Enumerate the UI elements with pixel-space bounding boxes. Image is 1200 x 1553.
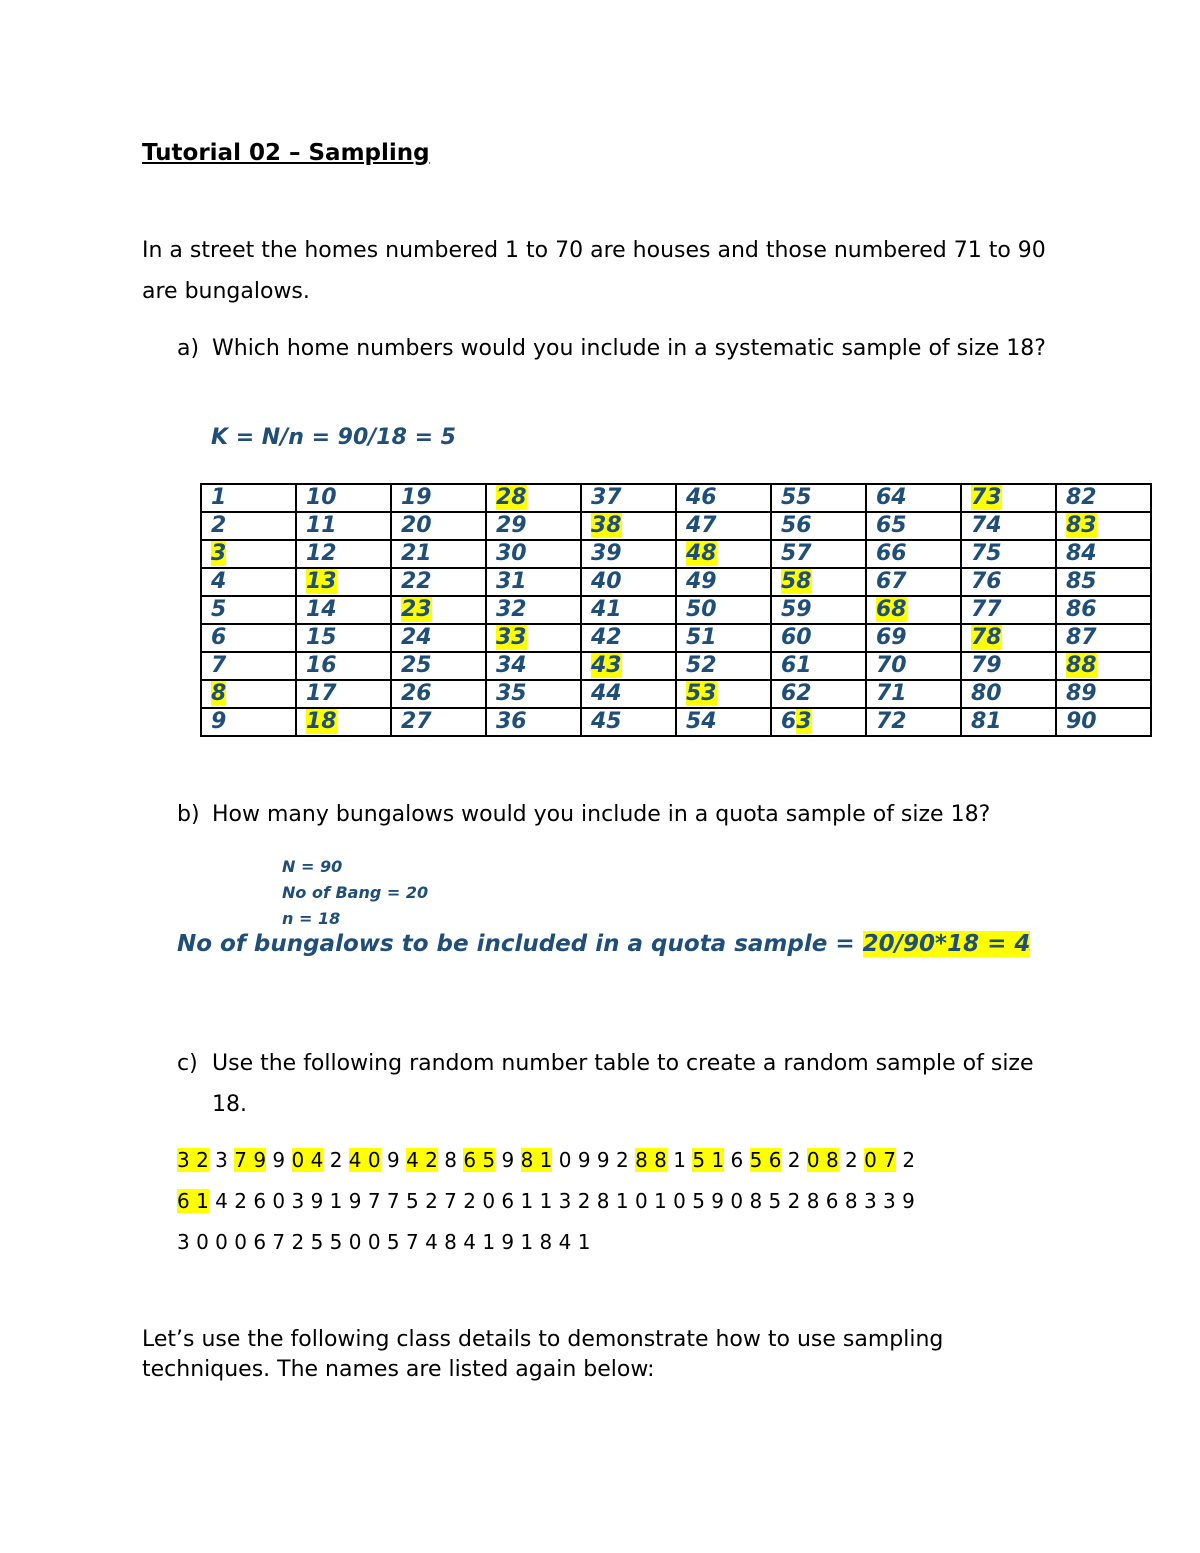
grid-cell [676,624,771,652]
grid-row [201,484,1151,512]
grid-cell [391,680,486,708]
random-number-digits: 4 2 6 0 3 9 1 9 7 7 5 2 7 2 0 6 1 1 3 2 8 1 0 1 0 5 9 0 8 5 2 8 6 8 3 3 9 [208,1189,915,1213]
grid-cell [1056,484,1151,512]
grid-number: 79 [971,653,1002,678]
grid-number: 22 [401,569,432,594]
quota-answer [177,931,1030,957]
grid-number: 72 [876,709,907,734]
grid-cell [1056,708,1151,736]
k-formula: K = N/n = 90/18 = 5 [211,425,456,450]
grid-number: 29 [496,513,527,538]
grid-number: 74 [971,513,1002,538]
grid-cell [961,624,1056,652]
grid-number: 55 [781,485,812,510]
grid-number: 73 [971,485,1002,510]
grid-cell [1056,568,1151,596]
grid-cell [296,512,391,540]
grid-number: 4 [211,569,227,594]
grid-number: 24 [401,625,432,650]
random-number-digits: 2 [323,1148,349,1172]
random-number-digits: 1 [666,1148,693,1172]
grid-cell [866,708,961,736]
grid-cell [771,708,866,736]
grid-number: 77 [971,597,1002,622]
grid-number: 80 [971,681,1002,706]
grid-number: 54 [686,709,717,734]
grid-number: 81 [971,709,1002,734]
grid-cell [1056,596,1151,624]
random-number-digits: 8 [437,1148,464,1172]
grid-cell [296,484,391,512]
grid-number: 56 [781,513,812,538]
random-number-digits: 0 9 9 2 [552,1148,636,1172]
grid-number: 16 [306,653,337,678]
grid-cell [581,484,676,512]
grid-number: 43 [591,653,622,678]
question-b-label: b) [177,802,200,827]
grid-number: 47 [686,513,717,538]
random-number-selected: 5 6 [749,1148,782,1172]
grid-number: 40 [591,569,622,594]
grid-number: 8 [211,681,227,706]
grid-number: 21 [401,541,432,566]
grid-row [201,568,1151,596]
grid-cell [296,680,391,708]
grid-cell [296,540,391,568]
grid-cell [581,708,676,736]
grid-number: 17 [306,681,337,706]
grid-cell [961,708,1056,736]
grid-number: 67 [876,569,907,594]
grid-cell [1056,624,1151,652]
grid-number: 85 [1066,569,1097,594]
grid-number: 31 [496,569,527,594]
grid-cell [201,484,296,512]
grid-cell [676,512,771,540]
random-number-selected: 8 8 [635,1148,667,1172]
grid-number: 61 [781,653,812,678]
quota-note-n: N = 90 [282,857,343,876]
grid-number: 89 [1066,681,1097,706]
grid-cell [486,708,581,736]
intro-paragraph: In a street the homes numbered 1 to 70 are houses and those numbered 71 to 90 are bungalows. [142,238,1046,304]
grid-number: 62 [781,681,812,706]
grid-cell [961,680,1056,708]
grid-number: 64 [876,485,907,510]
grid-cell [486,596,581,624]
grid-cell [771,540,866,568]
grid-cell [676,652,771,680]
grid-cell [866,484,961,512]
grid-number: 28 [496,485,527,510]
random-number-line [177,1140,915,1181]
random-number-digits: 9 [380,1148,407,1172]
grid-row [201,596,1151,624]
grid-cell [961,540,1056,568]
grid-number: 66 [876,541,907,566]
grid-cell [866,680,961,708]
random-number-digits: 9 [495,1148,521,1172]
random-number-selected: 0 7 [864,1148,896,1172]
random-number-line [177,1222,915,1263]
grid-cell [676,540,771,568]
random-number-digits: 3 0 0 0 6 7 2 5 5 0 0 5 7 4 8 4 1 9 1 8 4 1 [177,1230,591,1254]
quota-answer-text: No of bungalows to be included in a quota sample = [177,931,863,957]
random-number-table [177,1140,915,1263]
grid-number: 26 [401,681,432,706]
grid-cell [391,708,486,736]
grid-number: 48 [686,541,717,566]
grid-cell [581,540,676,568]
grid-number: 32 [496,597,527,622]
grid-number: 23 [401,597,432,622]
grid-cell [486,652,581,680]
grid-number: 65 [876,513,907,538]
grid-number: 88 [1066,653,1097,678]
grid-number: 13 [306,569,337,594]
page-title: Tutorial 02 – Sampling [142,140,430,166]
grid-cell [581,596,676,624]
grid-number: 58 [781,569,812,594]
random-number-digits: 2 [838,1148,865,1172]
grid-number: 30 [496,541,527,566]
grid-cell [676,484,771,512]
grid-number: 44 [591,681,622,706]
question-b-text: How many bungalows would you include in a quota sample of size 18? [212,802,991,827]
grid-number: 50 [686,597,717,622]
random-number-selected: 0 8 [806,1148,839,1172]
grid-row [201,708,1151,736]
question-a-label: a) [177,336,200,361]
grid-number: 18 [306,709,337,734]
random-number-selected: 6 1 [177,1189,209,1213]
grid-row [201,680,1151,708]
grid-number: 90 [1066,709,1097,734]
grid-number: 68 [876,597,907,622]
grid-number: 6 [211,625,227,650]
random-number-digits: 6 [724,1148,750,1172]
grid-number: 36 [496,709,527,734]
grid-cell [771,484,866,512]
grid-row [201,652,1151,680]
grid-number: 12 [306,541,337,566]
grid-number: 41 [591,597,622,622]
grid-cell [961,596,1056,624]
grid-row [201,512,1151,540]
quota-note-sample: n = 18 [282,909,341,928]
grid-cell [581,652,676,680]
grid-cell [866,596,961,624]
grid-number: 51 [686,625,717,650]
random-number-selected: 8 1 [520,1148,553,1172]
random-number-digits: 2 [781,1148,807,1172]
grid-number-highlight: 3 [796,709,812,734]
grid-cell [201,540,296,568]
grid-number: 84 [1066,541,1097,566]
grid-number: 53 [686,681,717,706]
random-number-selected: 5 1 [692,1148,725,1172]
random-number-line [177,1181,915,1222]
random-number-digits: 9 [266,1148,292,1172]
grid-cell [961,512,1056,540]
random-number-selected: 7 9 [234,1148,267,1172]
grid-cell [961,652,1056,680]
grid-cell [486,568,581,596]
closing-paragraph: Let’s use the following class details to demonstrate how to use sampling techniques. The names are listed again below: [142,1327,944,1382]
grid-cell [866,512,961,540]
grid-cell [391,596,486,624]
grid-cell [296,624,391,652]
grid-number: 60 [781,625,812,650]
grid-number: 45 [591,709,622,734]
grid-cell [486,540,581,568]
grid-row [201,540,1151,568]
grid-number: 33 [496,625,527,650]
grid-cell [201,708,296,736]
question-a-text: Which home numbers would you include in a systematic sample of size 18? [212,336,1046,361]
systematic-sample-grid [200,483,1152,737]
grid-cell [771,652,866,680]
grid-cell [676,568,771,596]
grid-number: 42 [591,625,622,650]
grid-number: 49 [686,569,717,594]
grid-number: 3 [211,541,227,566]
grid-number: 7 [211,653,227,678]
grid-cell [486,484,581,512]
grid-number: 87 [1066,625,1097,650]
grid-cell [201,680,296,708]
grid-cell [486,624,581,652]
grid-cell [866,540,961,568]
grid-number: 2 [211,513,227,538]
grid-number: 1 [211,485,227,510]
quota-notes [282,854,428,932]
grid-number: 71 [876,681,907,706]
grid-cell [581,512,676,540]
grid-cell [1056,540,1151,568]
question-c-text: Use the following random number table to create a random sample of size 18. [212,1051,1034,1117]
grid-number: 27 [401,709,432,734]
grid-cell [296,652,391,680]
grid-cell [391,484,486,512]
grid-cell [201,512,296,540]
grid-number: 83 [1066,513,1097,538]
grid-number: 86 [1066,597,1097,622]
grid-number: 37 [591,485,622,510]
grid-cell [201,652,296,680]
grid-number: 52 [686,653,717,678]
grid-number: 39 [591,541,622,566]
grid-number: 75 [971,541,1002,566]
grid-number: 59 [781,597,812,622]
grid-cell [961,484,1056,512]
grid-cell [391,624,486,652]
grid-cell [391,652,486,680]
grid-cell [676,680,771,708]
grid-cell [1056,512,1151,540]
grid-cell [201,568,296,596]
grid-number: 9 [211,709,227,734]
grid-cell [771,512,866,540]
grid-cell [201,624,296,652]
grid-cell [296,708,391,736]
question-c-label: c) [177,1051,198,1076]
grid-number: 70 [876,653,907,678]
grid-cell [771,568,866,596]
grid-cell [391,568,486,596]
grid-number: 14 [306,597,337,622]
grid-number: 10 [306,485,337,510]
grid-number: 82 [1066,485,1097,510]
grid-cell [676,708,771,736]
grid-number: 63 [781,709,812,734]
grid-cell [391,512,486,540]
grid-cell [296,568,391,596]
grid-cell [961,568,1056,596]
grid-number: 15 [306,625,337,650]
random-number-digits: 2 [895,1148,916,1172]
grid-number: 19 [401,485,432,510]
random-number-selected: 0 4 [291,1148,324,1172]
random-number-selected: 6 5 [463,1148,496,1172]
grid-cell [866,568,961,596]
quota-note-bang: No of Bang = 20 [282,883,429,902]
grid-cell [391,540,486,568]
grid-cell [676,596,771,624]
grid-cell [1056,652,1151,680]
grid-number: 78 [971,625,1002,650]
grid-cell [866,652,961,680]
grid-number: 46 [686,485,717,510]
grid-cell [866,624,961,652]
grid-number: 69 [876,625,907,650]
grid-cell [771,624,866,652]
grid-cell [1056,680,1151,708]
random-number-digits: 3 [208,1148,235,1172]
grid-number: 11 [306,513,337,538]
grid-cell [486,680,581,708]
random-number-selected: 3 2 [177,1148,209,1172]
grid-cell [581,624,676,652]
grid-cell [771,680,866,708]
grid-number: 25 [401,653,432,678]
grid-cell [581,680,676,708]
grid-number: 34 [496,653,527,678]
random-number-selected: 4 0 [348,1148,381,1172]
grid-number: 5 [211,597,227,622]
random-number-selected: 4 2 [406,1148,438,1172]
quota-answer-result: 20/90*18 = 4 [862,931,1031,957]
grid-number: 38 [591,513,622,538]
grid-number: 20 [401,513,432,538]
grid-number: 76 [971,569,1002,594]
grid-number: 35 [496,681,527,706]
grid-cell [296,596,391,624]
grid-cell [581,568,676,596]
grid-number: 57 [781,541,812,566]
grid-cell [201,596,296,624]
grid-row [201,624,1151,652]
grid-cell [771,596,866,624]
grid-cell [486,512,581,540]
